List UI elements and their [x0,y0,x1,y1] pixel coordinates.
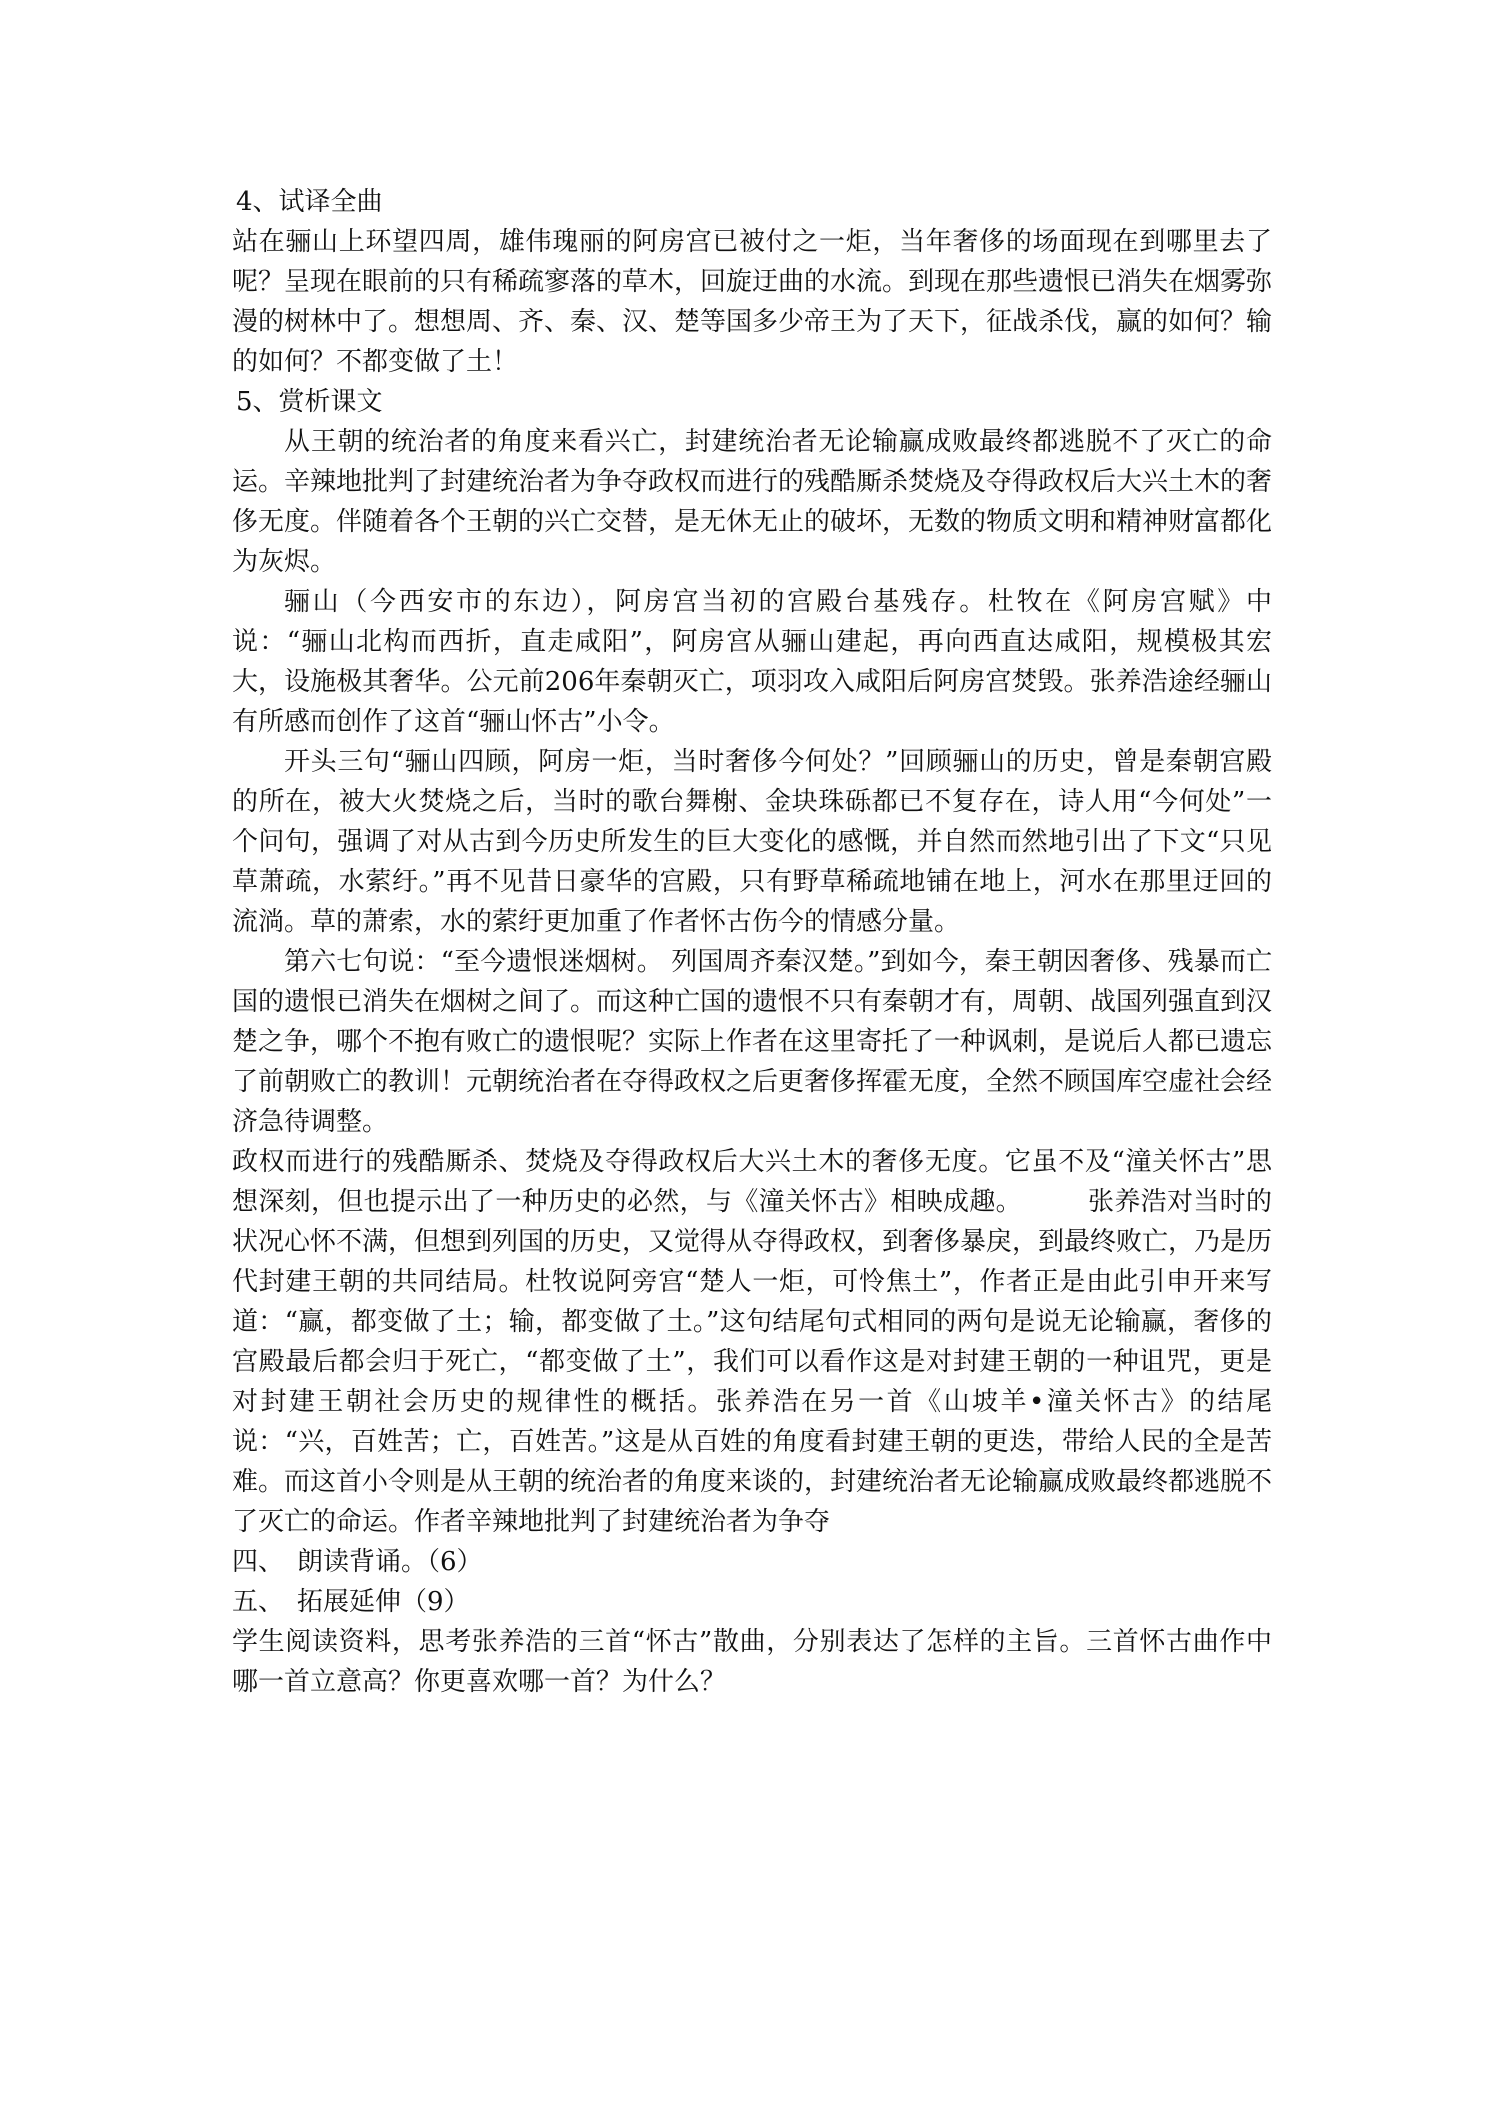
analysis-paragraph-4: 第六七句说：“至今遗恨迷烟树。 列国周齐秦汉楚。”到如今，秦王朝因奢侈、残暴而亡国的遗恨已消失在烟树之间了。而这种亡国的遗恨不只有秦朝才有，周朝、战国列强直到汉楚之争，哪个不抱有败亡的遗恨呢？实际上作者在这里寄托了一种讽刺，是说后人都已遗忘了前朝败亡的教训！元朝统治者在夺得政权之后更奢侈挥霍无度，全然不顾国库空虚社会经济急待调整。 [232,947,1273,1137]
translation-paragraph: 站在骊山上环望四周，雄伟瑰丽的阿房宫已被付之一炬，当年奢侈的场面现在到哪里去了呢？呈现在眼前的只有稀疏寥落的草木，回旋迂曲的水流。到现在那些遗恨已消失在烟雾弥漫的树林中了。想想周、齐、秦、汉、楚等国多少帝王为了天下，征战杀伐，赢的如何？输的如何？不都变做了土！ [232,227,1273,377]
section-four-heading: 四、 朗读背诵。（6） [232,1547,483,1577]
document-page [232,182,1272,1702]
section-five-heading: 五、 拓展延伸（9） [232,1587,470,1617]
analysis-paragraph-2: 骊山（今西安市的东边），阿房宫当初的宫殿台基残存。杜牧在《阿房宫赋》中说：“骊山北构而西折，直走咸阳”，阿房宫从骊山建起，再向西直达咸阳，规模极其宏大，设施极其奢华。公元前206年秦朝灭亡，项羽攻入咸阳后阿房宫焚毁。张养浩途经骊山有所感而创作了这首“骊山怀古”小令。 [232,587,1272,737]
analysis-paragraph-5: 政权而进行的残酷厮杀、焚烧及夺得政权后大兴土木的奢侈无度。它虽不及“潼关怀古”思想深刻，但也提示出了一种历史的必然，与《潼关怀古》相映成趣。 张养浩对当时的状况心怀不满，但想到列国的历史，又觉得从夺得政权，到奢侈暴戾，到最终败亡，乃是历代封建王朝的共同结局。杜牧说阿旁宫“楚人一炬，可怜焦土”，作者正是由此引申开来写道：“赢，都变做了土；输，都变做了土。”这句结尾句式相同的两句是说无论输赢，奢侈的宫殿最后都会归于死亡，“都变做了土”，我们可以看作这是对封建王朝的一种诅咒，更是对封建王朝社会历史的规律性的概括。张养浩在另一首《山坡羊•潼关怀古》的结尾说：“兴，百姓苦；亡，百姓苦。”这是从百姓的角度看封建王朝的更迭，带给人民的全是苦难。而这首小令则是从王朝的统治者的角度来谈的，封建统治者无论输赢成败最终都逃脱不了灭亡的命运。作者辛辣地批判了封建统治者为争夺 [232,1147,1273,1537]
extension-paragraph: 学生阅读资料，思考张养浩的三首“怀古”散曲，分别表达了怎样的主旨。三首怀古曲作中哪一首立意高？你更喜欢哪一首？为什么？ [232,1627,1272,1697]
section-4-heading: 4、试译全曲 [236,187,383,217]
section-5-heading: 5、赏析课文 [236,387,383,417]
analysis-paragraph-1: 从王朝的统治者的角度来看兴亡，封建统治者无论输赢成败最终都逃脱不了灭亡的命运。辛辣地批判了封建统治者为争夺政权而进行的残酷厮杀焚烧及夺得政权后大兴土木的奢侈无度。伴随着各个王朝的兴亡交替，是无休无止的破坏，无数的物质文明和精神财富都化为灰烬。 [232,427,1273,577]
analysis-paragraph-3: 开头三句“骊山四顾，阿房一炬，当时奢侈今何处？”回顾骊山的历史，曾是秦朝宫殿的所在，被大火焚烧之后，当时的歌台舞榭、金块珠砾都已不复存在，诗人用“今何处”一个问句，强调了对从古到今历史所发生的巨大变化的感慨，并自然而然地引出了下文“只见草萧疏，水萦纡。”再不见昔日豪华的宫殿，只有野草稀疏地铺在地上，河水在那里迂回的流淌。草的萧索，水的萦纡更加重了作者怀古伤今的情感分量。 [232,747,1272,937]
